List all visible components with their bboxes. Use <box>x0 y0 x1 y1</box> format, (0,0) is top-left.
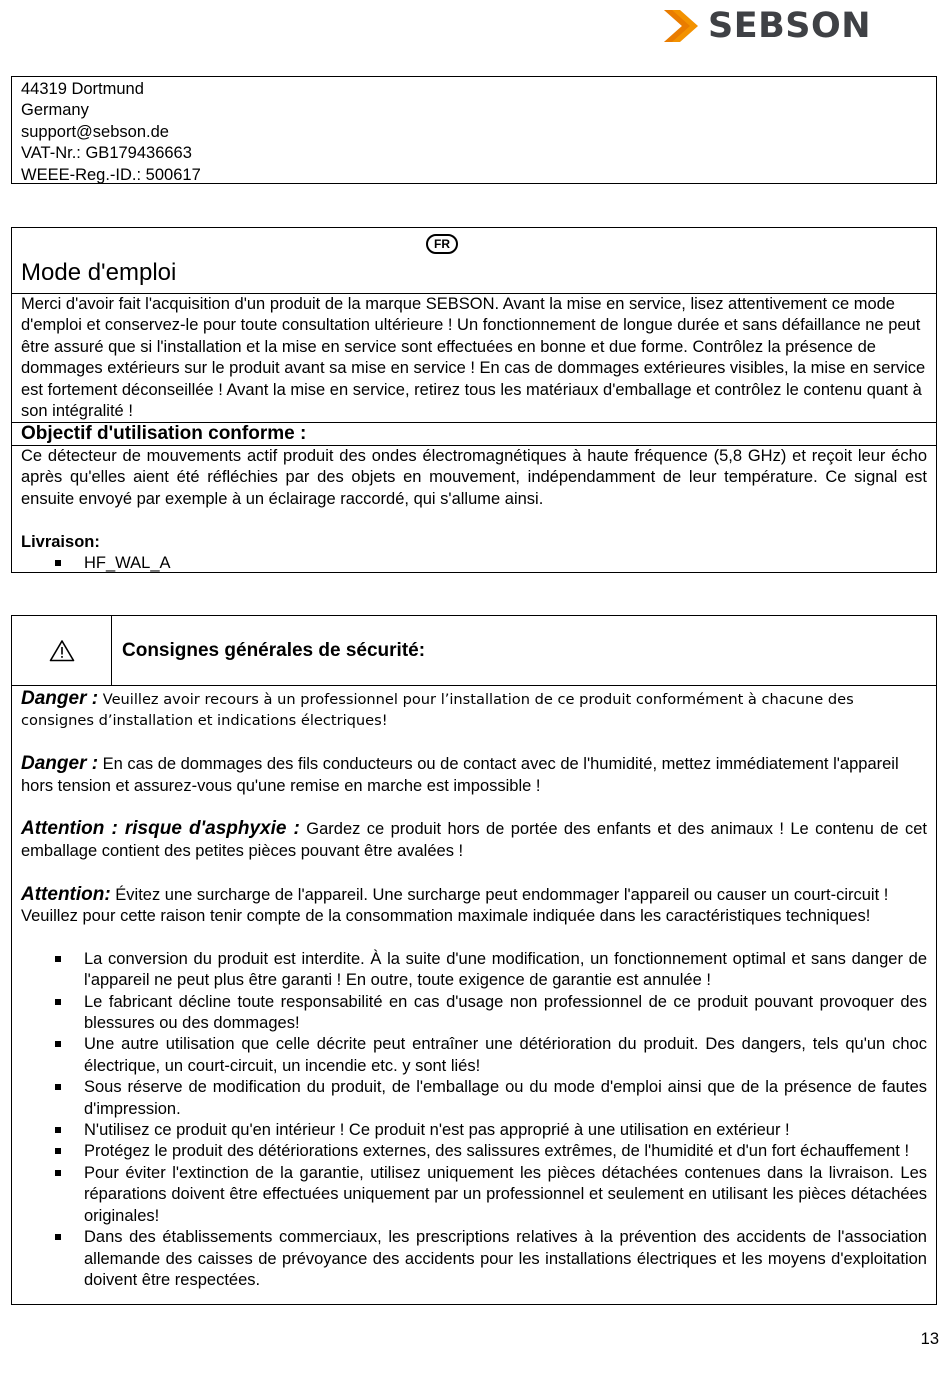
list-item: Protégez le produit des détériorations externes, des salissures extrêmes, de l'humidité et d'un fort échauffement ! <box>12 1141 936 1162</box>
purpose-text: Ce détecteur de mouvements actif produit des ondes électromagnétiques à haute fréquence (5,8 GHz) et reçoit leur écho après qu'elles aient été réfléchies par des objets en mouvement, indépendamment de leur température. Ce signal est ensuite envoyé par exemple à un éclairage raccordé, qui s'allume ainsi. <box>21 447 927 508</box>
warning-label: Danger : <box>21 688 99 709</box>
language-badge: FR <box>426 234 458 254</box>
address-line: 44319 Dortmund <box>21 80 144 98</box>
instructions-section <box>11 227 937 573</box>
page-title: Mode d'emploi <box>21 259 177 286</box>
warning-text: Évitez une surcharge de l'appareil. Une surcharge peut endommager l'appareil ou causer un court-circuit ! Veuillez pour cette raison tenir compte de la consommation maximale indiquée dans les caractéristiques techniques! <box>21 885 889 926</box>
address-line: WEEE-Reg.-ID.: 500617 <box>21 165 201 184</box>
address-line: support@sebson.de <box>21 122 169 141</box>
purpose-heading: Objectif d'utilisation conforme : <box>12 423 936 446</box>
list-item: HF_WAL_A <box>12 553 936 574</box>
delivery-heading: Livraison: <box>21 532 100 551</box>
warning-text: Veuillez avoir recours à un professionnel pour l’installation de ce produit conformément à chacune des consignes d’installation et indications électriques! <box>21 691 854 730</box>
bullet-icon <box>55 1127 61 1133</box>
safety-title: Consignes générales de sécurité: <box>122 640 426 661</box>
warning-text: En cas de dommages des fils conducteurs ou de contact avec de l'humidité, mettez immédiatement l'appareil hors tension et assurez-vous qu'une remise en marche est impossible ! <box>21 755 899 795</box>
page-number: 13 <box>920 1330 939 1348</box>
warning-label: Attention: <box>21 883 111 905</box>
instructions-header <box>12 228 936 294</box>
warning-paragraph <box>12 884 936 928</box>
warning-label: Danger : <box>21 753 99 775</box>
brand-name: SEBSON <box>708 6 872 46</box>
warning-paragraph <box>12 688 936 732</box>
logo-chevron-icon <box>660 6 700 46</box>
safety-header <box>11 615 937 686</box>
bullet-icon <box>55 1234 61 1240</box>
address-line: VAT-Nr.: GB179436663 <box>21 144 192 163</box>
list-item: Dans des établissements commerciaux, les prescriptions relatives à la prévention des accidents de l'association allemande des caisses de prévoyance des accidents pour les installations électriques et les moyens d'exploitation doivent être respectées. <box>12 1227 936 1291</box>
warning-text: Gardez ce produit hors de portée des enfants et des animaux ! Le contenu de cet emballage contient des petites pièces pouvant être avalées ! <box>21 820 927 860</box>
brand-logo <box>660 6 871 46</box>
bullet-icon <box>55 1084 61 1090</box>
safety-section <box>11 685 937 1305</box>
bullet-icon <box>55 1170 61 1176</box>
bullet-icon <box>55 1041 61 1047</box>
list-item: La conversion du produit est interdite. À la suite d'une modification, un fonctionnement optimal et sans danger de l'appareil ne peut plus être garanti ! En outre, toute exigence de garantie est annulée ! <box>12 949 936 992</box>
bullet-icon <box>55 999 61 1005</box>
intro-text: Merci d'avoir fait l'acquisition d'un produit de la marque SEBSON. Avant la mise en service, lisez attentivement ce mode d'emploi et conservez-le pour toute consultation ultérieure ! Un fonctionnement de longue durée et sans défaillance ne peut être assuré que si l'installation et la mise en service sont effectuées en bonne et due forme. Contrôlez la présence de dommages extérieurs sur le produit avant sa mise en service ! En cas de dommages extérieures visibles, la mise en service est fortement déconseillée ! Avant la mise en service, retirez tous les matériaux d'emballage et contrôlez le contenu quant à son intégralité ! <box>12 294 936 423</box>
address-line: Germany <box>21 101 89 120</box>
bullet-icon <box>55 956 61 962</box>
warning-paragraph <box>12 753 936 797</box>
list-item: Une autre utilisation que celle décrite peut entraîner une détérioration du produit. Des dangers, tels qu'un choc électrique, un court-circuit, un incendie etc. y sont liés! <box>12 1034 936 1077</box>
warning-triangle-icon <box>49 639 75 662</box>
list-item: Sous réserve de modification du produit, de l'emballage ou du mode d'emploi ainsi que de la présence de fautes d'impression. <box>12 1077 936 1120</box>
delivery-list <box>12 553 936 574</box>
safety-list <box>12 949 936 1292</box>
list-item: Pour éviter l'extinction de la garantie, utilisez uniquement les pièces détachées contenues dans la livraison. Les réparations doivent être effectuées uniquement par un professionnel et seulement en utilisant les pièces détachées originales! <box>12 1163 936 1227</box>
warning-paragraph <box>12 818 936 862</box>
warning-label: Attention : risque d'asphyxie : <box>21 818 300 840</box>
bullet-icon <box>55 1148 61 1154</box>
list-item: Le fabricant décline toute responsabilité en cas d'usage non professionnel de ce produit pouvant provoquer des blessures ou des dommages! <box>12 992 936 1035</box>
list-item: N'utilisez ce produit qu'en intérieur ! Ce produit n'est pas approprié à une utilisation en extérieur ! <box>12 1120 936 1141</box>
address-block <box>11 76 937 184</box>
bullet-icon <box>55 560 61 566</box>
